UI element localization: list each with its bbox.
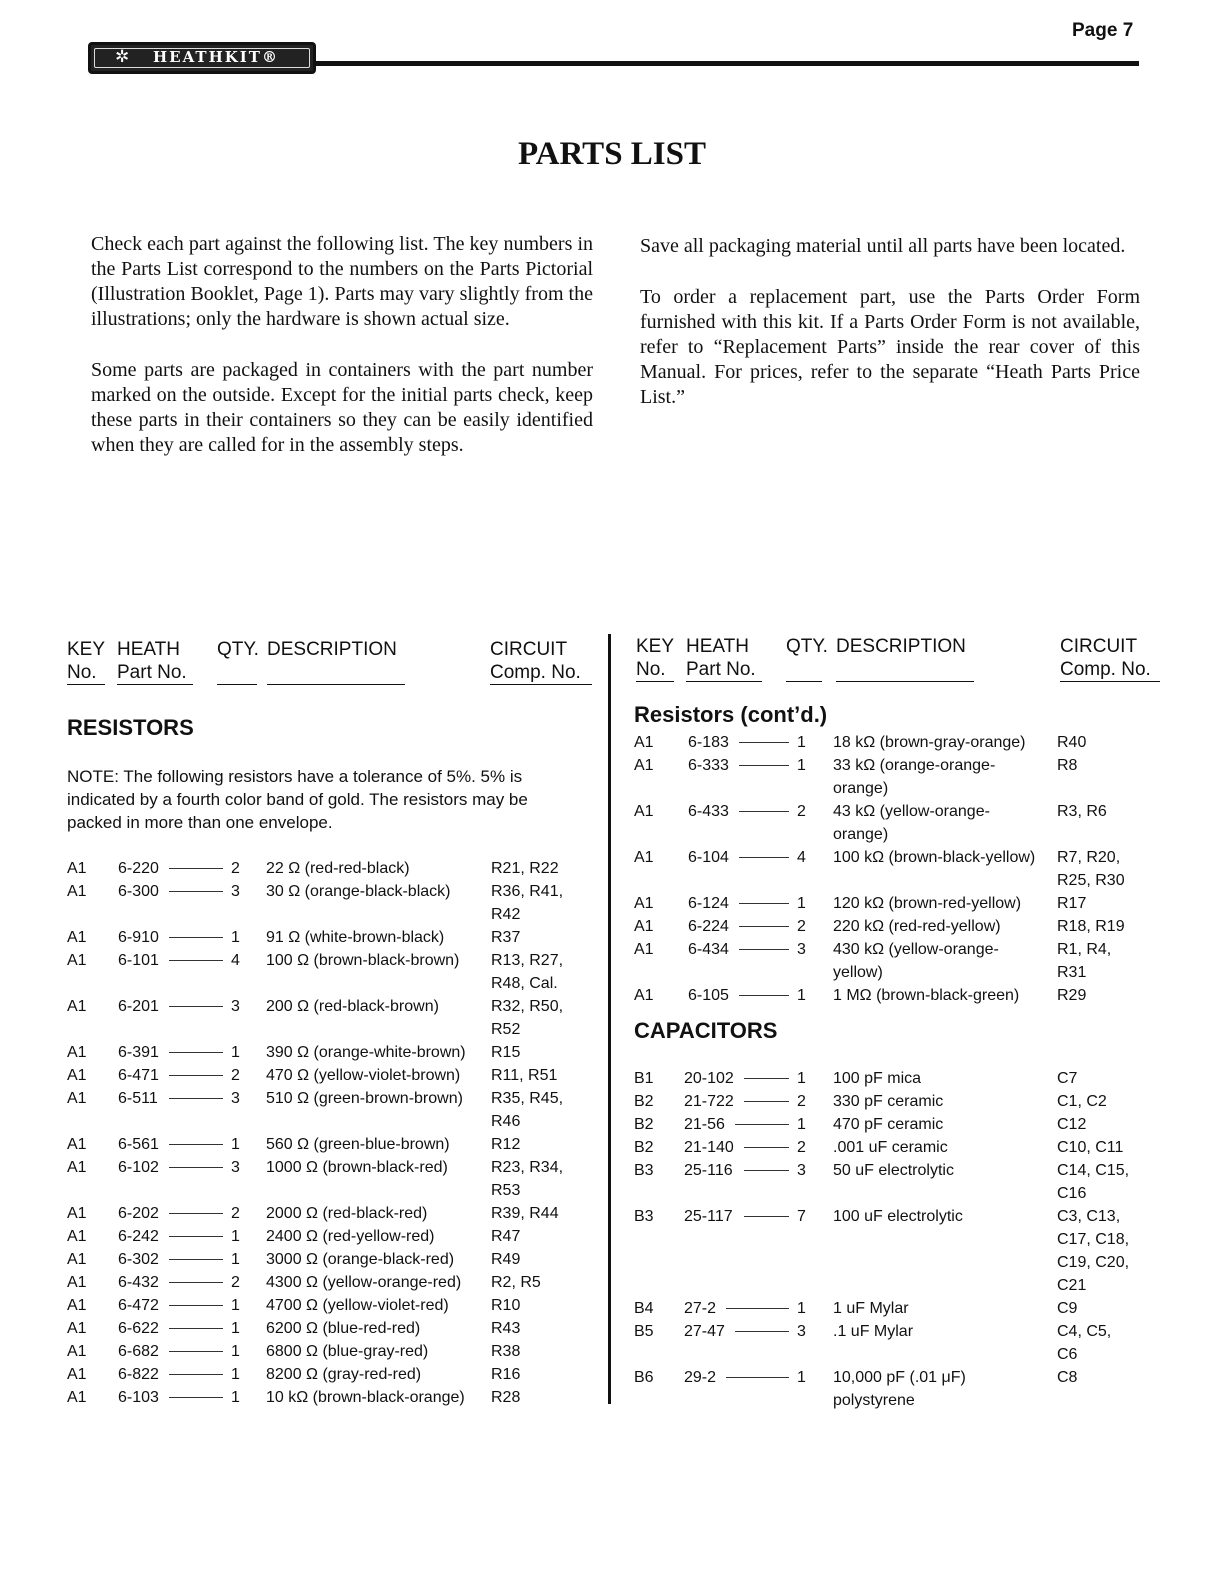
description: 30 Ω (orange-black-black)	[266, 883, 451, 900]
key-number: A1	[634, 941, 654, 958]
description: 6200 Ω (blue-red-red)	[266, 1320, 421, 1337]
description: 4700 Ω (yellow-violet-red)	[266, 1297, 449, 1314]
circuit-comp: R1, R4,	[1057, 941, 1112, 958]
description: polystyrene	[833, 1392, 915, 1409]
circuit-comp: R36, R41,	[491, 883, 564, 900]
heathkit-logo	[88, 42, 316, 74]
description: .1 uF Mylar	[833, 1323, 914, 1340]
circuit-comp: R32, R50,	[491, 998, 564, 1015]
circuit-comp: C4, C5,	[1057, 1323, 1112, 1340]
key-number: B6	[634, 1369, 654, 1386]
circuit-comp: R48, Cal.	[491, 975, 558, 992]
intro-right-para2: To order a replacement part, use the Parts Order Form furnished with this kit. If a Parts Order Form is not available, refer to “Replacement Parts” inside the rear cover of this Manual. For prices, refer to the separate “Heath Parts Price List.”	[640, 286, 1140, 408]
part-number: 6-622	[118, 1320, 159, 1337]
description: .001 uF ceramic	[833, 1139, 948, 1156]
right-col-part: HEATH Part No.	[686, 635, 762, 682]
circuit-comp: R40	[1057, 734, 1087, 751]
description: 220 kΩ (red-red-yellow)	[833, 918, 1001, 935]
key-number: A1	[67, 1159, 87, 1176]
circuit-comp: R21, R22	[491, 860, 559, 877]
key-number: B2	[634, 1093, 654, 1110]
quantity: 1	[231, 929, 240, 946]
circuit-comp: R13, R27,	[491, 952, 564, 969]
left-col-circuit: CIRCUIT Comp. No.	[490, 638, 592, 685]
circuit-comp: R31	[1057, 964, 1087, 981]
quantity: 1	[231, 1044, 240, 1061]
quantity: 3	[231, 1159, 240, 1176]
description: 100 uF electrolytic	[833, 1208, 963, 1225]
part-row	[0, 1041, 520, 1064]
circuit-comp: C21	[1057, 1277, 1087, 1294]
circuit-comp: R16	[491, 1366, 521, 1383]
description: 120 kΩ (brown-red-yellow)	[833, 895, 1022, 912]
part-number: 6-104	[688, 849, 729, 866]
quantity: 3	[231, 883, 240, 900]
key-number: A1	[67, 883, 87, 900]
key-number: B3	[634, 1162, 654, 1179]
part-row	[0, 915, 1125, 938]
description: 470 pF ceramic	[833, 1116, 944, 1133]
circuit-comp: R2, R5	[491, 1274, 541, 1291]
key-number: B3	[634, 1208, 654, 1225]
part-number: 6-561	[118, 1136, 159, 1153]
part-number: 21-140	[684, 1139, 734, 1156]
quantity: 1	[797, 1300, 806, 1317]
quantity: 1	[231, 1136, 240, 1153]
description: 43 kΩ (yellow-orange-	[833, 803, 990, 820]
part-lead-drawing	[735, 1124, 789, 1125]
key-number: B1	[634, 1070, 654, 1087]
circuit-comp: R23, R34,	[491, 1159, 564, 1176]
part-number: 6-220	[118, 860, 159, 877]
circuit-comp: R47	[491, 1228, 521, 1245]
description: 18 kΩ (brown-gray-orange)	[833, 734, 1026, 751]
part-lead-drawing	[739, 995, 789, 996]
key-number: A1	[67, 1090, 87, 1107]
part-lead-drawing	[739, 857, 789, 858]
description: 2000 Ω (red-black-red)	[266, 1205, 428, 1222]
quantity: 3	[231, 1090, 240, 1107]
key-number: A1	[67, 860, 87, 877]
description: 22 Ω (red-red-black)	[266, 860, 410, 877]
key-number: A1	[634, 757, 654, 774]
key-number: B2	[634, 1116, 654, 1133]
key-number: B2	[634, 1139, 654, 1156]
part-lead-drawing	[726, 1377, 789, 1378]
quantity: 1	[797, 757, 806, 774]
key-number: A1	[634, 803, 654, 820]
part-number: 6-224	[688, 918, 729, 935]
circuit-comp: C8	[1057, 1369, 1078, 1386]
key-number: A1	[67, 1067, 87, 1084]
quantity: 2	[797, 1093, 806, 1110]
key-number: A1	[67, 1228, 87, 1245]
intro-left-para1: Check each part against the following list. The key numbers in the Parts List correspond to the numbers on the Parts Pictorial (Illustration Booklet, Page 1). Parts may vary slightly from the illustrations; only the hardware is shown actual size.	[91, 233, 593, 330]
description: 50 uF electrolytic	[833, 1162, 954, 1179]
quantity: 3	[231, 998, 240, 1015]
quantity: 1	[231, 1343, 240, 1360]
description: 430 kΩ (yellow-orange-	[833, 941, 999, 958]
key-number: A1	[634, 987, 654, 1004]
description: 470 Ω (yellow-violet-brown)	[266, 1067, 461, 1084]
circuit-comp: R28	[491, 1389, 521, 1406]
key-number: A1	[67, 1251, 87, 1268]
circuit-comp: R38	[491, 1343, 521, 1360]
part-number: 6-472	[118, 1297, 159, 1314]
circuit-comp: R35, R45,	[491, 1090, 564, 1107]
header-rule	[316, 61, 1139, 66]
description: 10,000 pF (.01 μF)	[833, 1369, 966, 1386]
description: 1000 Ω (brown-black-red)	[266, 1159, 448, 1176]
part-number: 6-432	[118, 1274, 159, 1291]
quantity: 1	[231, 1389, 240, 1406]
description: 560 Ω (green-blue-brown)	[266, 1136, 450, 1153]
description: 33 kΩ (orange-orange-	[833, 757, 996, 774]
description: 2400 Ω (red-yellow-red)	[266, 1228, 435, 1245]
circuit-comp: R12	[491, 1136, 521, 1153]
right-col-desc: DESCRIPTION	[836, 635, 974, 682]
part-lead-drawing	[739, 742, 789, 743]
circuit-comp: C17, C18,	[1057, 1231, 1130, 1248]
right-col-qty: QTY.	[786, 635, 828, 682]
quantity: 3	[797, 1162, 806, 1179]
description: 3000 Ω (orange-black-red)	[266, 1251, 455, 1268]
quantity: 1	[797, 1116, 806, 1133]
key-number: A1	[67, 1389, 87, 1406]
part-number: 6-471	[118, 1067, 159, 1084]
quantity: 3	[797, 1323, 806, 1340]
part-lead-drawing	[739, 949, 789, 950]
part-number: 21-56	[684, 1116, 725, 1133]
part-row	[0, 892, 1087, 915]
right-col-key: KEY No.	[636, 636, 675, 680]
quantity: 1	[797, 987, 806, 1004]
part-lead-drawing	[726, 1308, 789, 1309]
key-number: A1	[67, 1297, 87, 1314]
circuit-comp: R18, R19	[1057, 918, 1125, 935]
circuit-comp: R7, R20,	[1057, 849, 1121, 866]
part-number: 6-201	[118, 998, 159, 1015]
intro-left	[91, 232, 593, 458]
circuit-comp: C16	[1057, 1185, 1087, 1202]
description: 200 Ω (red-black-brown)	[266, 998, 439, 1015]
part-number: 6-102	[118, 1159, 159, 1176]
right-col-circuit: CIRCUIT Comp. No.	[1060, 635, 1160, 682]
circuit-comp: R37	[491, 929, 521, 946]
part-lead-drawing	[744, 1101, 789, 1102]
quantity: 2	[797, 803, 806, 820]
part-lead-drawing	[169, 1052, 223, 1053]
description: 330 pF ceramic	[833, 1093, 944, 1110]
quantity: 7	[797, 1208, 806, 1225]
circuit-comp: R8	[1057, 757, 1078, 774]
quantity: 1	[231, 1228, 240, 1245]
part-row	[0, 1366, 1078, 1412]
key-number: A1	[67, 952, 87, 969]
circuit-comp: R11, R51	[491, 1067, 558, 1084]
part-lead-drawing	[744, 1147, 789, 1148]
circuit-comp: C6	[1057, 1346, 1078, 1363]
circuit-comp: R39, R44	[491, 1205, 559, 1222]
resistor-note: NOTE: The following resistors have a tolerance of 5%. 5% is indicated by a fourth color band of gold. The resistors may be packed in more than one envelope.	[67, 767, 528, 832]
left-col-key: KEY No.	[67, 639, 106, 683]
part-lead-drawing	[744, 1170, 789, 1171]
circuit-comp: R15	[491, 1044, 521, 1061]
part-number: 27-47	[684, 1323, 725, 1340]
part-number: 29-2	[684, 1369, 717, 1386]
description: 100 kΩ (brown-black-yellow)	[833, 849, 1036, 866]
left-col-desc: DESCRIPTION	[267, 638, 405, 685]
quantity: 2	[231, 1067, 240, 1084]
key-number: A1	[67, 1044, 87, 1061]
page-title: PARTS LIST	[517, 136, 707, 172]
key-number: A1	[634, 734, 654, 751]
part-number: 25-117	[684, 1208, 733, 1225]
quantity: 4	[797, 849, 806, 866]
circuit-comp: R42	[491, 906, 521, 923]
part-number: 6-103	[118, 1389, 159, 1406]
quantity: 1	[797, 1369, 806, 1386]
left-col-part: HEATH Part No.	[117, 638, 193, 685]
key-number: A1	[67, 1274, 87, 1291]
part-lead-drawing	[739, 926, 789, 927]
quantity: 2	[231, 1205, 240, 1222]
key-number: A1	[67, 1136, 87, 1153]
part-number: 6-183	[688, 734, 729, 751]
circuit-comp: R43	[491, 1320, 521, 1337]
part-number: 21-722	[684, 1093, 734, 1110]
part-lead-drawing	[739, 811, 789, 812]
quantity: 1	[231, 1251, 240, 1268]
quantity: 1	[231, 1366, 240, 1383]
circuit-comp: R17	[1057, 895, 1087, 912]
quantity: 1	[231, 1297, 240, 1314]
circuit-comp: C3, C13,	[1057, 1208, 1121, 1225]
circuit-comp: C10, C11	[1057, 1139, 1124, 1156]
description: 510 Ω (green-brown-brown)	[266, 1090, 463, 1107]
page-number: Page 7	[1072, 20, 1134, 41]
key-number: A1	[67, 1343, 87, 1360]
quantity: 3	[797, 941, 806, 958]
quantity: 1	[797, 734, 806, 751]
description: 100 Ω (brown-black-brown)	[266, 952, 460, 969]
description: 6800 Ω (blue-gray-red)	[266, 1343, 429, 1360]
section-capacitors: CAPACITORS	[634, 1018, 778, 1043]
key-number: A1	[634, 895, 654, 912]
part-lead-drawing	[744, 1216, 789, 1217]
description: 4300 Ω (yellow-orange-red)	[266, 1274, 462, 1291]
quantity: 2	[231, 860, 240, 877]
part-number: 6-124	[688, 895, 729, 912]
part-row	[0, 1136, 1124, 1159]
description: 91 Ω (white-brown-black)	[266, 929, 445, 946]
part-number: 6-682	[118, 1343, 159, 1360]
part-lead-drawing	[739, 903, 789, 904]
circuit-comp: R10	[491, 1297, 521, 1314]
circuit-comp: R25, R30	[1057, 872, 1125, 889]
description: 100 pF mica	[833, 1070, 922, 1087]
description: 1 MΩ (brown-black-green)	[833, 987, 1020, 1004]
key-number: A1	[67, 1205, 87, 1222]
quantity: 2	[797, 1139, 806, 1156]
circuit-comp: R52	[491, 1021, 521, 1038]
atom-icon: ✲	[115, 47, 130, 66]
intro-right	[640, 234, 1140, 410]
key-number: A1	[67, 1366, 87, 1383]
circuit-comp: R29	[1057, 987, 1087, 1004]
circuit-comp: R49	[491, 1251, 521, 1268]
circuit-comp: C19, C20,	[1057, 1254, 1130, 1271]
part-number: 6-302	[118, 1251, 159, 1268]
section-resistors-contd: Resistors (cont’d.)	[634, 702, 828, 727]
column-divider	[608, 634, 611, 1404]
part-number: 6-391	[118, 1044, 159, 1061]
part-number: 6-333	[688, 757, 729, 774]
circuit-comp: R53	[491, 1182, 521, 1199]
quantity: 1	[231, 1320, 240, 1337]
part-lead-drawing	[739, 765, 789, 766]
part-lead-drawing	[735, 1331, 789, 1332]
part-number: 6-433	[688, 803, 729, 820]
section-resistors: RESISTORS	[67, 715, 194, 740]
part-number: 6-822	[118, 1366, 159, 1383]
intro-right-para1: Save all packaging material until all parts have been located.	[640, 235, 1126, 257]
circuit-comp: C14, C15,	[1057, 1162, 1130, 1179]
circuit-comp: C12	[1057, 1116, 1087, 1133]
description: orange)	[833, 780, 889, 797]
description: 10 kΩ (brown-black-orange)	[266, 1389, 465, 1406]
key-number: A1	[67, 998, 87, 1015]
part-lead-drawing	[744, 1078, 789, 1079]
part-number: 6-242	[118, 1228, 159, 1245]
key-number: A1	[67, 1320, 87, 1337]
part-number: 20-102	[684, 1070, 734, 1087]
part-row	[0, 1297, 1078, 1320]
intro-left-para2: Some parts are packaged in containers with the part number marked on the outside. Except for the initial parts check, keep these parts in their containers so they can be easily identified when they are called for in the assembly steps.	[91, 359, 593, 456]
key-number: A1	[634, 849, 654, 866]
key-number: A1	[67, 929, 87, 946]
key-number: B4	[634, 1300, 654, 1317]
description: 1 uF Mylar	[833, 1300, 909, 1317]
quantity: 1	[797, 895, 806, 912]
part-number: 6-511	[118, 1090, 158, 1107]
part-number: 6-101	[118, 952, 159, 969]
key-number: B5	[634, 1323, 654, 1340]
description: 390 Ω (orange-white-brown)	[266, 1044, 466, 1061]
left-col-qty: QTY.	[217, 638, 259, 685]
quantity: 2	[231, 1274, 240, 1291]
part-number: 6-300	[118, 883, 159, 900]
part-row	[0, 731, 1087, 754]
circuit-comp: R46	[491, 1113, 521, 1130]
part-number: 27-2	[684, 1300, 717, 1317]
description: 8200 Ω (gray-red-red)	[266, 1366, 422, 1383]
logo-text: HEATHKIT®	[153, 48, 279, 66]
circuit-comp: C7	[1057, 1070, 1078, 1087]
quantity: 1	[797, 1070, 806, 1087]
part-number: 6-202	[118, 1205, 159, 1222]
circuit-comp: C1, C2	[1057, 1093, 1107, 1110]
part-row	[0, 800, 1107, 846]
part-number: 25-116	[684, 1162, 733, 1179]
part-row	[0, 1113, 1087, 1136]
part-number: 6-434	[688, 941, 729, 958]
quantity: 2	[797, 918, 806, 935]
circuit-comp: R3, R6	[1057, 803, 1107, 820]
key-number: A1	[634, 918, 654, 935]
part-number: 6-910	[118, 929, 159, 946]
description: yellow)	[833, 964, 883, 981]
description: orange)	[833, 826, 889, 843]
part-number: 6-105	[688, 987, 729, 1004]
quantity: 4	[231, 952, 240, 969]
part-row	[0, 1320, 1112, 1366]
circuit-comp: C9	[1057, 1300, 1078, 1317]
